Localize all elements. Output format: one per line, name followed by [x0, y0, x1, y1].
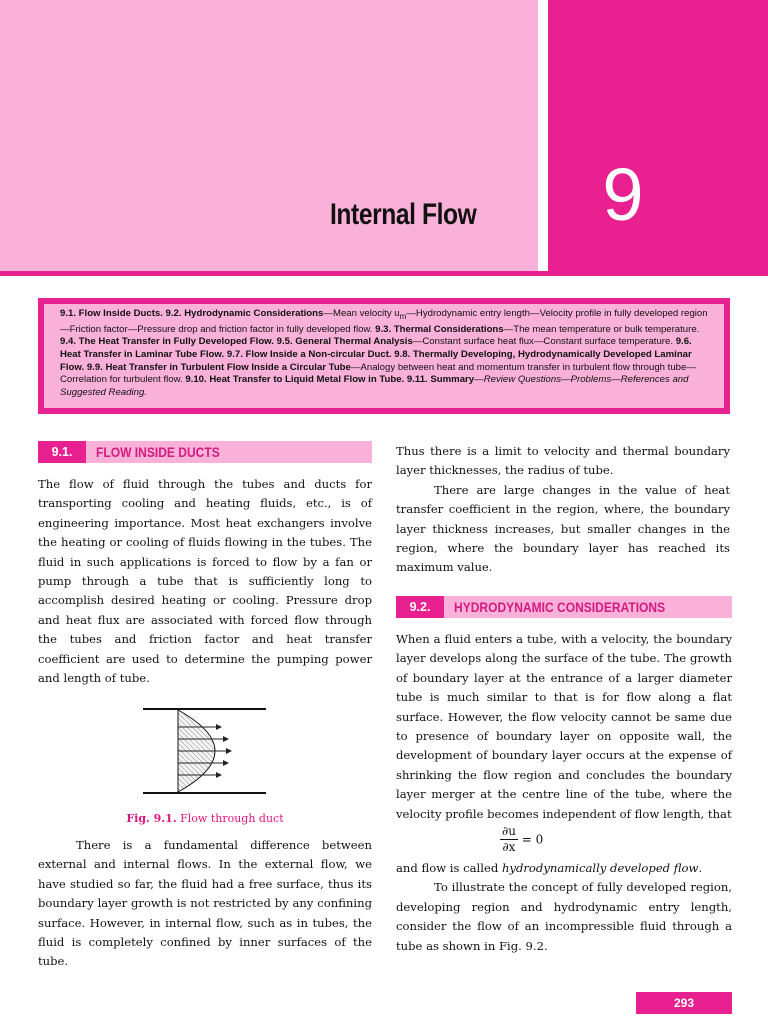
- paragraph: [396, 859, 732, 878]
- outline-run: —Hydrodynamic entry length—Velocity profile in fully developed region—Friction factor—Pressure drop and friction factor in fully developed flow.: [60, 308, 708, 335]
- outline-run: 9.1. Flow Inside Ducts. 9.2. Hydrodynamic Considerations: [60, 308, 324, 319]
- figure-label: Fig. 9.1.: [126, 812, 177, 825]
- left-column-top: [38, 475, 372, 688]
- figure-caption: [38, 812, 372, 825]
- paragraph: To illustrate the concept of fully developed region, developing region and hydrodynamic entry length, consider the flow of an incompressible fluid through a tube as shown in Fig. 9.2.: [396, 880, 732, 953]
- section-heading-9-2: [396, 596, 732, 618]
- text-span: .: [698, 861, 703, 875]
- section-heading-9-1: [38, 441, 372, 463]
- section-title: HYDRODYNAMIC CONSIDERATIONS: [454, 599, 666, 615]
- chapter-number: 9: [602, 153, 644, 236]
- section-number: 9.1.: [38, 441, 86, 463]
- header-divider: [0, 271, 768, 276]
- section-number: 9.2.: [396, 596, 444, 618]
- outline-run: —Constant surface heat flux—Constant surface temperature.: [412, 336, 676, 348]
- equation: [500, 824, 543, 855]
- paragraph: The flow of fluid through the tubes and ducts for transporting cooling and heating fluids, etc., is of engineering importance. Most heat exchangers involve the heating or cooling of fluids flowing in the tubes. The fluid in such applications is forced to flow by a fan or pump through a tube that is sufficiently long to accomplish desired heating or cooling. Pressure drop and heat flux are associated with forced flow through the tubes and friction factor and heat transfer coefficient are used to determine the pumping power and length of tube.: [38, 477, 372, 686]
- outline-run: m: [399, 311, 407, 321]
- outline-run: 9.10. Heat Transfer to Liquid Metal Flow in Tube. 9.11. Summary: [185, 374, 475, 386]
- chapter-outline-box: [38, 298, 730, 414]
- chapter-outline-text: [44, 304, 724, 408]
- outline-run: 9.4. The Heat Transfer in Fully Developed Flow. 9.5. General Thermal Analysis: [60, 336, 413, 348]
- equation-numerator: ∂u: [502, 824, 516, 838]
- left-column-bottom: [38, 836, 372, 972]
- section-title: FLOW INSIDE DUCTS: [96, 444, 220, 460]
- page-number: 293: [636, 992, 732, 1014]
- outline-run: —Analogy between heat and momentum transfer in turbulent flow through tube—Correlation for turbulent flow.: [60, 361, 696, 386]
- paragraph: There is a fundamental difference between external and internal flows. In the external flow, we have studied so far, the fluid had a free surface, thus its boundary layer growth is not restricted by any confining surface. However, in internal flow, such as in tubes, the fluid is completely confined by inner surfaces of the tube.: [38, 838, 372, 969]
- chapter-title: Internal Flow: [330, 198, 477, 231]
- paragraph: There are large changes in the value of heat transfer coefficient in the region, where, the boundary layer thickness increases, but smaller changes in the region, where the boundary layer has reached its maximum value.: [396, 482, 730, 575]
- figure-caption-text: Flow through duct: [180, 812, 284, 825]
- outline-run: 9.6. Heat Transfer in Laminar Tube Flow. 9.7. Flow Inside a Non-circular Duct. 9.8. Thermally Developing, Hydrodynamically Developed Laminar Flow. 9.9. Heat Transfer in Turbulent Flow Inside a Circular Tube: [60, 336, 692, 373]
- right-column-body: [396, 630, 732, 824]
- paragraph: Thus there is a limit to velocity and thermal boundary layer thicknesses, the radius of tube.: [396, 444, 730, 478]
- outline-run: —Review Questions—Problems—References and Suggested Reading.: [60, 374, 689, 399]
- right-column-bottom: [396, 859, 732, 956]
- equation-denominator: ∂x: [502, 840, 516, 854]
- defined-term: hydrodynamically developed flow: [501, 861, 699, 875]
- paragraph: When a fluid enters a tube, with a velocity, the boundary layer develops along the surface of the tube. The growth of boundary layer at the entrance of a larger diameter tube is much similar to that is for flow along a flat surface. However, the flow velocity cannot be same due to presence of boundary layer on opposite wall, the development of boundary layer occurs at the expense of shrinking the flow region and concludes the boundary layer merger at the centre line of the tube, where the velocity profile becomes independent of flow length, that: [396, 632, 732, 821]
- equation-rhs: = 0: [521, 832, 544, 847]
- outline-run: —The mean temperature or bulk temperature.: [503, 323, 700, 335]
- text-span: and flow is called: [396, 861, 499, 875]
- outline-run: 9.3. Thermal Considerations: [375, 323, 504, 335]
- flow-through-duct-figure: [140, 705, 270, 799]
- outline-run: —Mean velocity u: [323, 308, 400, 319]
- right-column-top: [396, 442, 730, 578]
